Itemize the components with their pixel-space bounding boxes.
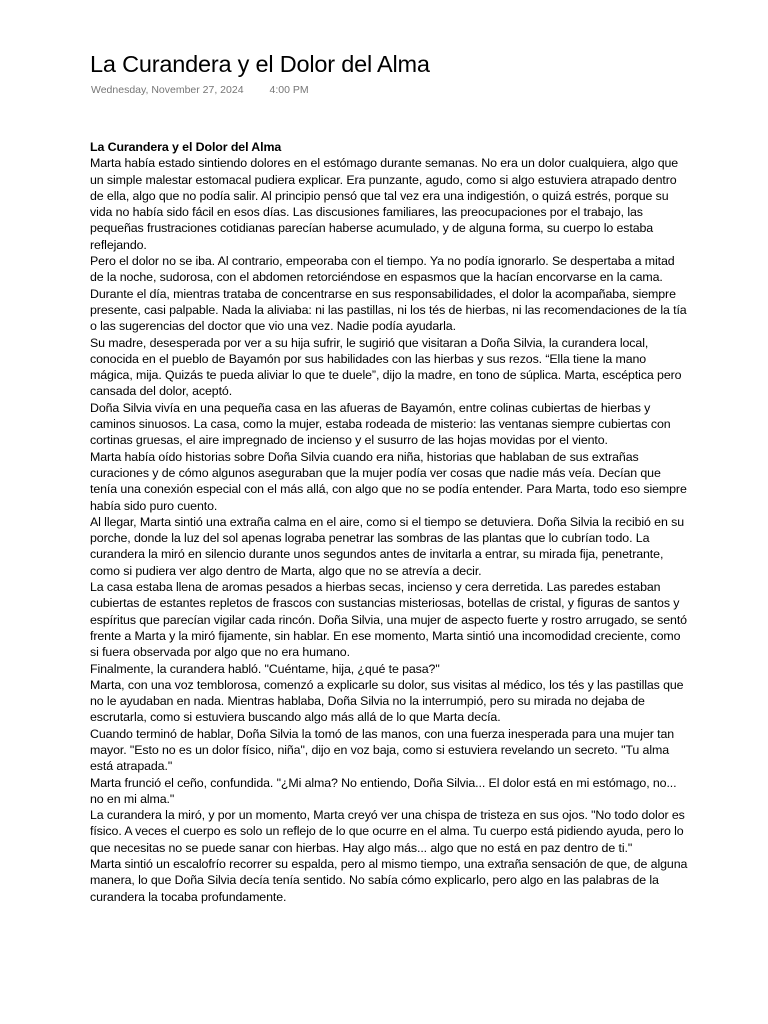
paragraph: Marta había estado sintiendo dolores en el estómago durante semanas. No era un dolor cualquiera, algo que un simple malestar estomacal pudiera explicar. Era punzante, agudo, como si algo estuviera atrapado dentro de ella, algo que no podía salir. Al principio pensó que tal vez era una indigestión, o quizá estrés, porque su vida no había sido fácil en esos días. Las discusiones familiares, las preocupaciones por el trabajo, las pequeñas frustraciones cotidianas parecían haberse acumulado, y de alguna forma, su cuerpo lo estaba reflejando.	[90, 156, 679, 252]
paragraph: Marta frunció el ceño, confundida. "¿Mi alma? No entiendo, Doña Silvia... El dolor está en mi estómago, no... no en mi alma."	[90, 775, 677, 806]
content-heading: La Curandera y el Dolor del Alma	[90, 140, 282, 154]
paragraph: Cuando terminó de hablar, Doña Silvia la tomó de las manos, con una fuerza inesperada para una mujer tan mayor. "Esto no es un dolor físico, niña", dijo en voz baja, como si estuviera revelando un secreto. "Tu alma está atrapada."	[90, 726, 675, 774]
paragraph: Marta sintió un escalofrío recorrer su espalda, pero al mismo tiempo, una extraña sensación de que, de alguna manera, lo que Doña Silvia decía tenía sentido. No sabía cómo explicarlo, pero algo en las palabras de la curandera la tocaba profundamente.	[90, 857, 688, 904]
page-time: 4:00 PM	[269, 84, 309, 96]
paragraph: La casa estaba llena de aromas pesados a hierbas secas, incienso y cera derretida. Las paredes estaban cubiertas de estantes repletos de frascos con sustancias misteriosas, botellas de cristal, y figuras de santos y espíritus que parecían vigilar cada rincón. Doña Silvia, una mujer de aspecto fuerte y rostro arrugado, se sentó frente a Marta y la miró fijamente, sin hablar. En ese momento, Marta sintió una incomodidad creciente, como si fuera observada por algo que no era humano.	[90, 580, 687, 660]
page-date: Wednesday, November 27, 2024	[91, 84, 244, 96]
paragraph: Doña Silvia vivía en una pequeña casa en las afueras de Bayamón, entre colinas cubiertas de hierbas y caminos sinuosos. La casa, como la mujer, estaba rodeada de misterio: las ventanas siempre cubiertas con cortinas gruesas, el aire impregnado de incienso y el susurro de las hojas movidas por el viento.	[90, 400, 671, 448]
paragraph: Marta había oído historias sobre Doña Silvia cuando era niña, historias que hablaban de sus extrañas curaciones y de cómo algunos aseguraban que la mujer podía ver cosas que nadie más veía. Decían que tenía una conexión especial con el más allá, con algo que no se podía entender. Para Marta, todo eso siempre había sido puro cuento.	[90, 449, 687, 513]
paragraph: Su madre, desesperada por ver a su hija sufrir, le sugirió que visitaran a Doña Silvia, la curandera local, conocida en el pueblo de Bayamón por sus habilidades con las hierbas y sus rezos. “Ella tiene la mano mágica, mija. Quizás te pueda aliviar lo que te duele”, dijo la madre, en tono de súplica. Marta, escéptica pero cansada del dolor, aceptó.	[90, 335, 682, 399]
page-content[interactable]	[90, 139, 690, 905]
paragraph: Pero el dolor no se iba. Al contrario, empeoraba con el tiempo. Ya no podía ignorarlo. Se despertaba a mitad de la noche, sudorosa, con el abdomen retorciéndose en espasmos que la hacían encorvarse en la cama. Durante el día, mientras trataba de concentrarse en sus responsabilidades, el dolor la acompañaba, siempre presente, casi palpable. Nada la aliviaba: ni las pastillas, ni los tés de hierbas, ni las recomendaciones de la tía o las sugerencias del doctor que vio una vez. Nadie podía ayudarla.	[90, 254, 687, 334]
page-metadata	[91, 83, 309, 97]
paragraph: La curandera la miró, y por un momento, Marta creyó ver una chispa de tristeza en sus ojos. "No todo dolor es físico. A veces el cuerpo es solo un reflejo de lo que ocurre en el alma. Tu cuerpo está pidiendo ayuda, pero lo que necesitas no se puede sanar con hierbas. Hay algo más... algo que no está en paz dentro de ti."	[90, 808, 685, 855]
paragraph: Finalmente, la curandera habló. "Cuéntame, hija, ¿qué te pasa?"	[90, 661, 440, 676]
paragraph: Marta, con una voz temblorosa, comenzó a explicarle su dolor, sus visitas al médico, los tés y las pastillas que no le ayudaban en nada. Mientras hablaba, Doña Silvia no la interrumpió, pero su mirada no dejaba de escrutarla, como si estuviera buscando algo más allá de lo que Marta decía.	[90, 677, 684, 725]
paragraph: Al llegar, Marta sintió una extraña calma en el aire, como si el tiempo se detuviera. Doña Silvia la recibió en su porche, donde la luz del sol apenas lograba penetrar las sombras de las plantas que lo cubrían todo. La curandera la miró en silencio durante unos segundos antes de invitarla a entrar, su mirada fija, penetrante, como si pudiera ver algo dentro de Marta, algo que no se atrevía a decir.	[90, 514, 684, 578]
page-title: La Curandera y el Dolor del Alma	[90, 51, 430, 77]
